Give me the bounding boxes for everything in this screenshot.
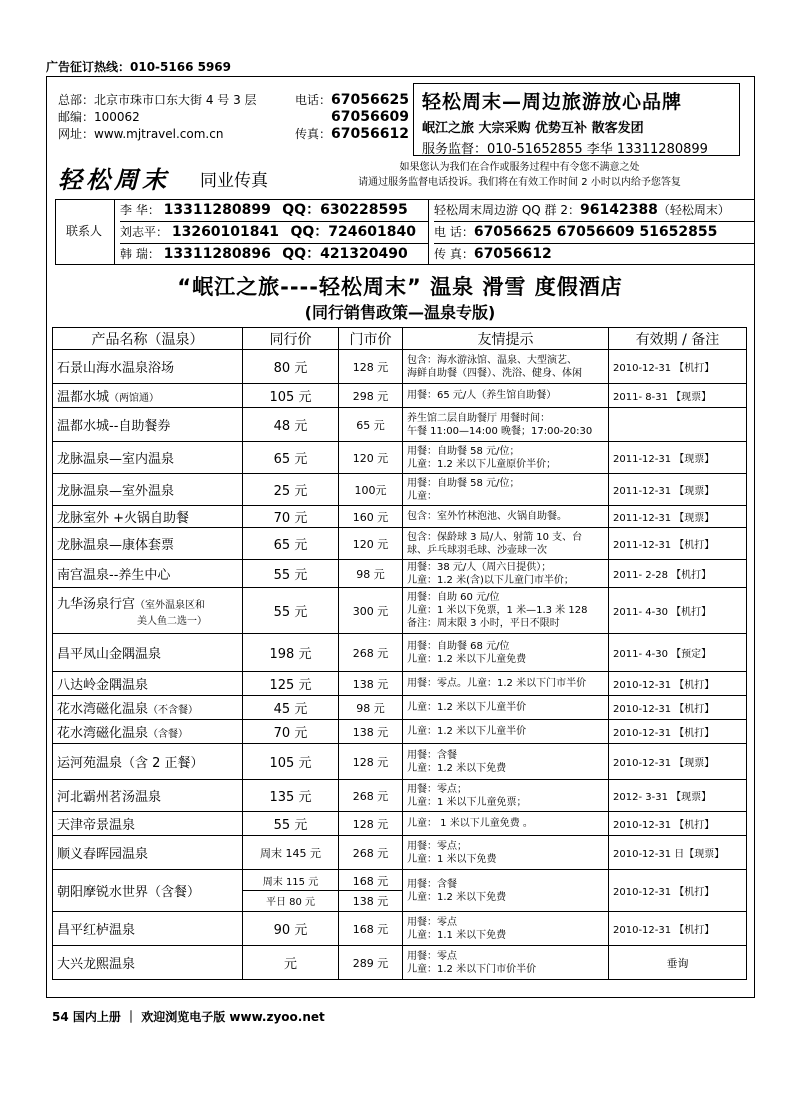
tip-cell [403, 474, 609, 506]
tip-cell [403, 560, 609, 588]
contact-phone: 13260101841 [171, 224, 279, 240]
validity: 2011- 2-28 【机打】 [609, 560, 747, 588]
tip-cell [403, 634, 609, 672]
validity: 2010-12-31 【机打】 [609, 696, 747, 720]
product-note: （不含餐） [148, 705, 199, 716]
table-row [53, 812, 747, 836]
product-cell [53, 588, 243, 634]
product-name: 南宫温泉--养生中心 [57, 568, 171, 583]
product-name: 温都水城 [57, 390, 110, 405]
door-price: 298 元 [339, 384, 403, 408]
tip-line-1: 儿童：1.2 米以下儿童半价 [407, 726, 527, 737]
address: 总部：北京市珠市口东大街 4 号 3 层 [58, 93, 257, 107]
tel2: 67056609 [331, 109, 409, 125]
product-name: 花水湾磁化温泉 [57, 702, 149, 717]
ad-hotline: 广告征订热线：010-5166 5969 [46, 60, 232, 74]
table-row [53, 474, 747, 506]
table-row [53, 912, 747, 946]
door-price: 128 元 [339, 812, 403, 836]
peer-price: 105 元 [243, 384, 339, 408]
validity [609, 408, 747, 442]
fax-row [434, 244, 754, 266]
peer-price: 周末 115 元 [243, 871, 338, 891]
table-row [53, 744, 747, 780]
validity: 2010-12-31 【机打】 [609, 812, 747, 836]
table-row [53, 560, 747, 588]
notice-line-1: 如果您认为我们在合作或服务过程中有令您不满意之处 [399, 162, 640, 173]
peer-price: 135 元 [243, 780, 339, 812]
product-note-2: 美人鱼二选一） [137, 616, 207, 627]
product-name: 天津帝景温泉 [57, 818, 136, 833]
table-row [53, 672, 747, 696]
door-price: 120 元 [339, 528, 403, 560]
product-cell [53, 720, 243, 744]
peer-price: 48 元 [243, 408, 339, 442]
tip-line-1: 用餐：零点； [407, 840, 467, 852]
fax-number: 67056612 [331, 126, 409, 142]
product-name: 花水湾磁化温泉 [57, 726, 149, 741]
tip-cell [403, 350, 609, 384]
tip-line-2: 儿童：1.2 米以下免费 [407, 762, 507, 774]
tip-line-1: 用餐：含餐 [407, 749, 457, 761]
contact-phone: 13311280899 [163, 202, 271, 218]
table-row [53, 384, 747, 408]
tel-row-numbers: 67056625 67056609 51652855 [473, 224, 718, 240]
door-price: 138 元 [339, 720, 403, 744]
door-price: 268 元 [339, 836, 403, 870]
product-cell [53, 474, 243, 506]
door-price: 268 元 [339, 634, 403, 672]
product-name: 顺义春晖园温泉 [57, 847, 149, 862]
tip-line-1: 包含：保龄球 3 局/人、射箭 10 支、台 [407, 531, 583, 543]
tip-line-2: 儿童：1.2 米以下门市价半价 [407, 963, 537, 975]
validity: 2010-12-31 【机打】 [609, 720, 747, 744]
col-header-tips: 友情提示 [403, 328, 609, 350]
door-price: 98 元 [339, 696, 403, 720]
product-cell [53, 506, 243, 528]
door-price: 268 元 [339, 780, 403, 812]
col-header-name: 产品名称（温泉） [53, 328, 243, 350]
table-body [53, 350, 747, 980]
contact-qq: 630228595 [320, 202, 408, 218]
notice-line-2: 请通过服务监督电话投诉。我们将在有效工作时间 2 小时以内给予您答复 [358, 177, 681, 188]
product-note: （两馆通） [109, 393, 160, 404]
product-cell [53, 350, 243, 384]
contact-name: 刘志平： [120, 225, 169, 239]
tip-line-2: 儿童：1.2 米以下免费 [407, 891, 507, 903]
tip-line-1: 用餐：自助 60 元/位 [407, 592, 500, 603]
tip-line-1: 包含：海水游泳馆、温泉、大型演艺、 [407, 354, 577, 366]
contact-name: 李 华： [120, 203, 160, 217]
tip-line-2: 儿童：1.2 米以下儿童原价半价； [407, 458, 557, 470]
product-name: 河北霸州茗汤温泉 [57, 790, 162, 805]
price-table [52, 327, 747, 980]
table-row [53, 870, 747, 912]
product-cell [53, 672, 243, 696]
col-header-validity: 有效期 / 备注 [609, 328, 747, 350]
tip-cell [403, 812, 609, 836]
door-price-2: 138 元 [352, 894, 389, 908]
tip-cell [403, 870, 609, 912]
product-cell [53, 696, 243, 720]
brand-title: 轻松周末—周边旅游放心品牌 [422, 91, 683, 113]
product-cell [53, 408, 243, 442]
product-cell [53, 780, 243, 812]
contact-qq: 724601840 [328, 224, 416, 240]
product-cell [53, 946, 243, 980]
validity: 垂询 [609, 946, 747, 980]
tip-cell [403, 696, 609, 720]
peer-price: 198 元 [243, 634, 339, 672]
peer-price: 55 元 [243, 812, 339, 836]
contact-box [55, 199, 755, 265]
product-cell [53, 384, 243, 408]
validity: 2011- 8-31 【现票】 [609, 384, 747, 408]
table-row [53, 946, 747, 980]
product-cell [53, 812, 243, 836]
validity: 2011-12-31 【现票】 [609, 442, 747, 474]
peer-price: 70 元 [243, 720, 339, 744]
door-price: 65 元 [339, 408, 403, 442]
fax-title: 同业传真 [200, 171, 268, 191]
brand-box [413, 83, 740, 156]
door-price: 160 元 [339, 506, 403, 528]
tip-line-1: 用餐：含餐 [407, 878, 457, 890]
product-cell [53, 528, 243, 560]
product-cell [53, 870, 243, 912]
fax-row-number: 67056612 [473, 246, 552, 262]
tip-cell [403, 744, 609, 780]
product-name: 石景山海水温泉浴场 [57, 361, 175, 376]
product-name: 运河苑温泉（含 2 正餐） [57, 756, 204, 771]
door-price: 120 元 [339, 442, 403, 474]
tip-line-1: 儿童： 1 米以下儿童免费 。 [407, 818, 533, 829]
tip-cell [403, 720, 609, 744]
peer-price: 55 元 [243, 560, 339, 588]
product-note: （含餐） [148, 729, 189, 740]
tip-line-1: 用餐：自助餐 58 元/位； [407, 445, 520, 457]
col-header-peer-price: 同行价 [243, 328, 339, 350]
product-name: 九华汤泉行宫 [57, 597, 136, 612]
tip-line-1: 用餐：65 元/人（养生馆自助餐） [407, 390, 557, 401]
product-cell [53, 912, 243, 946]
peer-price: 125 元 [243, 672, 339, 696]
website[interactable]: 网址：www.mjtravel.com.cn [58, 127, 224, 141]
product-name: 八达岭金隅温泉 [57, 678, 149, 693]
peer-price: 80 元 [243, 350, 339, 384]
tip-line-2: 儿童：1.1 米以下免费 [407, 929, 507, 941]
tip-line-1: 用餐：零点 [407, 916, 457, 928]
tip-cell [403, 780, 609, 812]
contact-qq-label: QQ： [282, 246, 321, 262]
qq-group-row [434, 200, 754, 222]
contact-phone: 13311280896 [163, 246, 271, 262]
tip-cell [403, 506, 609, 528]
peer-price: 65 元 [243, 528, 339, 560]
company-phones [295, 92, 409, 143]
validity: 2010-12-31 【机打】 [609, 672, 747, 696]
door-price: 100元 [339, 474, 403, 506]
product-name: 龙脉温泉—室内温泉 [57, 452, 175, 467]
tip-line-3: 备注：周末限 3 小时，平日不限时 [407, 618, 560, 629]
tip-line-2: 儿童：1.2 米(含)以下儿童门市半价； [407, 574, 574, 586]
peer-price: 90 元 [243, 912, 339, 946]
product-name: 昌平红栌温泉 [57, 923, 136, 938]
table-row [53, 780, 747, 812]
tip-line-1: 用餐：零点； [407, 783, 467, 795]
product-cell [53, 744, 243, 780]
tel-label: 电话： [295, 93, 332, 107]
peer-price: 25 元 [243, 474, 339, 506]
product-cell [53, 836, 243, 870]
tip-line-2: 午餐 11:00—14:00 晚餐；17:00-20:30 [407, 425, 593, 437]
door-price: 289 元 [339, 946, 403, 980]
tip-line-2: 儿童： [407, 490, 437, 502]
table-row [53, 528, 747, 560]
tip-cell [403, 836, 609, 870]
table-row [53, 720, 747, 744]
table-row [53, 634, 747, 672]
product-cell [53, 442, 243, 474]
tip-line-1: 用餐：自助餐 58 元/位； [407, 477, 520, 489]
validity: 2010-12-31 【现票】 [609, 744, 747, 780]
door-price: 128 元 [339, 350, 403, 384]
tip-cell [403, 442, 609, 474]
peer-price: 45 元 [243, 696, 339, 720]
validity: 2010-12-31 【机打】 [609, 870, 747, 912]
table-row [53, 442, 747, 474]
contact-name: 韩 瑞： [120, 247, 160, 261]
validity: 2011-12-31 【现票】 [609, 506, 747, 528]
door-price: 138 元 [339, 672, 403, 696]
peer-price: 65 元 [243, 442, 339, 474]
tip-line-1: 用餐：自助餐 68 元/位 [407, 640, 510, 652]
product-name: 大兴龙熙温泉 [57, 957, 136, 972]
tip-line-2: 海鲜自助餐（四餐）、洗浴、健身、体闲 [407, 367, 582, 379]
company-info [58, 92, 257, 143]
tip-line-2: 球、乒乓球羽毛球、沙壶球一次 [407, 544, 547, 556]
product-name: 龙脉温泉—康体套票 [57, 538, 175, 553]
service-supervision: 服务监督：010-51652855 李华 13311280899 [422, 142, 708, 157]
product-cell [53, 560, 243, 588]
tip-cell [403, 912, 609, 946]
qq-group-label: 轻松周末周边游 QQ 群 2： [434, 203, 580, 217]
contact-qq-label: QQ： [290, 224, 329, 240]
tip-cell [403, 672, 609, 696]
table-row [53, 506, 747, 528]
validity: 2011- 4-30 【预定】 [609, 634, 747, 672]
fax-label: 传真： [295, 127, 332, 141]
peer-price: 55 元 [243, 588, 339, 634]
tip-line-1: 养生馆二层自助餐厅 用餐时间： [407, 412, 551, 424]
door-price: 128 元 [339, 744, 403, 780]
footer: 54 国内上册 ｜ 欢迎浏览电子版 www.zyoo.net [52, 1010, 325, 1024]
door-price: 168 元 [339, 912, 403, 946]
product-name: 昌平凤山金隅温泉 [57, 647, 162, 662]
product-note: （室外温泉区和 [135, 600, 206, 611]
validity: 2010-12-31 【机打】 [609, 350, 747, 384]
table-row [53, 696, 747, 720]
validity: 2011-12-31 【现票】 [609, 474, 747, 506]
validity: 2010-12-31 【机打】 [609, 912, 747, 946]
table-row [53, 350, 747, 384]
table-row [53, 588, 747, 634]
peer-price: 元 [243, 946, 339, 980]
tip-cell [403, 528, 609, 560]
tip-cell [403, 588, 609, 634]
contact-row [120, 222, 428, 244]
tip-line-2: 儿童：1 米以下免费 [407, 853, 497, 865]
door-price: 98 元 [339, 560, 403, 588]
validity: 2011-12-31 【机打】 [609, 528, 747, 560]
tip-line-2: 儿童：1 米以下儿童免票； [407, 796, 527, 808]
product-name: 龙脉室外 +火锅自助餐 [57, 511, 190, 526]
product-name: 龙脉温泉—室外温泉 [57, 484, 175, 499]
tip-line-1: 用餐：38 元/人（周六日提供）； [407, 561, 552, 573]
sub-title: (同行销售政策—温泉专版) [304, 303, 496, 322]
validity: 2012- 3-31 【现票】 [609, 780, 747, 812]
tel-row-label: 电 话： [434, 225, 474, 239]
door-price: 300 元 [339, 588, 403, 634]
postcode: 邮编：100062 [58, 110, 140, 124]
peer-price: 70 元 [243, 506, 339, 528]
tip-line-2: 儿童：1 米以下免票，1 米—1.3 米 128 [407, 605, 588, 616]
fax-row-label: 传 真： [434, 247, 474, 261]
logo: 轻松周末 [58, 165, 170, 194]
tip-line-1: 包含：室外竹林泡池、火锅自助餐。 [407, 511, 567, 522]
validity: 2010-12-31 日【现票】 [609, 836, 747, 870]
contact-qq: 421320490 [320, 246, 408, 262]
qq-group-number: 96142388 [579, 202, 658, 218]
tip-cell [403, 408, 609, 442]
contact-qq-label: QQ： [282, 202, 321, 218]
table-header-row [53, 328, 747, 350]
contact-label: 联系人 [66, 224, 103, 238]
table-row [53, 408, 747, 442]
col-header-door-price: 门市价 [339, 328, 403, 350]
tip-line-1: 儿童：1.2 米以下儿童半价 [407, 702, 527, 713]
tip-line-1: 用餐：零点 [407, 950, 457, 962]
tel-row [434, 222, 754, 244]
product-name: 温都水城--自助餐券 [57, 419, 171, 434]
tip-cell [403, 384, 609, 408]
peer-price: 周末 145 元 [243, 836, 339, 870]
service-notice [322, 160, 717, 190]
qq-group-note: （轻松周末） [657, 203, 730, 217]
validity: 2011- 4-30 【机打】 [609, 588, 747, 634]
table-row [53, 836, 747, 870]
main-title: “岷江之旅----轻松周末” 温泉 滑雪 度假酒店 [177, 275, 623, 299]
peer-price: 105 元 [243, 744, 339, 780]
contact-row [120, 244, 428, 266]
product-name: 朝阳摩锐水世界（含餐） [57, 885, 201, 900]
peer-price-2: 平日 80 元 [265, 897, 316, 908]
brand-slogan: 岷江之旅 大宗采购 优势互补 散客发团 [422, 121, 644, 136]
product-cell [53, 634, 243, 672]
tip-cell [403, 946, 609, 980]
tip-line-2: 儿童：1.2 米以下儿童免费 [407, 653, 527, 665]
contact-row [120, 200, 428, 222]
door-price: 168 元 [339, 871, 402, 891]
tip-line-1: 用餐：零点。儿童：1.2 米以下门市半价 [407, 678, 587, 689]
tel1: 67056625 [331, 92, 409, 108]
